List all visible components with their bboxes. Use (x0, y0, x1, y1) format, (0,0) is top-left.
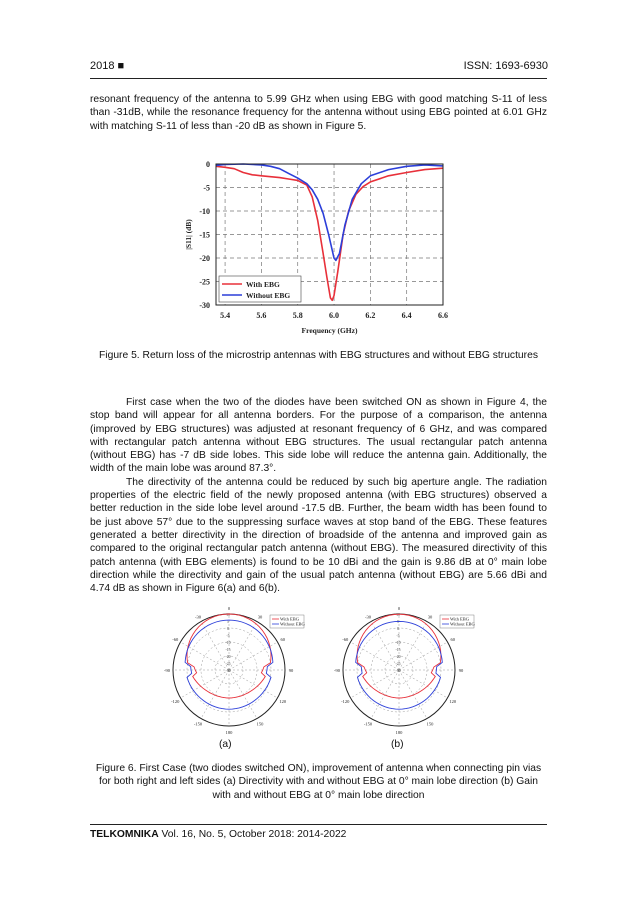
header-divider (90, 78, 547, 79)
polar-radial-label: 0 (397, 627, 399, 631)
polar-radial-label: 10 (396, 613, 400, 617)
polar-radial-label: -5 (396, 634, 400, 638)
x-tick-label: 5.6 (256, 311, 267, 320)
footer (90, 829, 346, 840)
polar-angle-label: 120 (279, 699, 287, 704)
polar-spoke (351, 642, 399, 670)
polar-radial-label: -20 (225, 655, 231, 659)
polar-spoke (181, 670, 229, 698)
polar-spoke (201, 670, 229, 718)
polar-radial-label: -30 (225, 669, 231, 673)
x-tick-label: 6.6 (438, 311, 448, 320)
polar-angle-label: -60 (172, 637, 179, 642)
polar-radial-label: -10 (395, 641, 401, 645)
polar-angle-label: 90 (458, 668, 464, 673)
x-tick-label: 5.4 (220, 311, 231, 320)
polar-angle-label: 0 (397, 606, 401, 611)
polar-angle-label: -150 (193, 721, 203, 727)
polar-angle-label: 30 (427, 614, 433, 620)
legend-label: Without EBG (246, 291, 291, 300)
polar-radial-label: -20 (395, 655, 401, 659)
polar-angle-label: 60 (450, 637, 455, 642)
polar-radial-label: -15 (225, 648, 231, 652)
polar-angle-label: 120 (449, 699, 457, 704)
polar-angle-label: 150 (256, 721, 264, 727)
figure6a-label: (a) (219, 739, 232, 750)
y-tick-label: -10 (199, 207, 210, 216)
polar-spoke (399, 670, 447, 698)
paragraph-intro (90, 93, 547, 133)
polar-radial-label: -25 (395, 662, 401, 666)
polar-radial-label: 5 (227, 620, 229, 624)
polar-angle-label: -150 (363, 721, 373, 727)
polar-radial-label: -25 (225, 662, 231, 666)
x-tick-label: 6.4 (401, 311, 412, 320)
polar-angle-label: -120 (171, 699, 180, 704)
y-axis-label: |S11| (dB) (184, 219, 193, 250)
figure6-caption: Figure 6. First Case (two diodes switched ON), improvement of antenna when connecting pin vias for both right and left sides (a) Directivity with and without EBG at 0° main lobe direction (b) Gain with and without EBG at 0° main lobe direction (95, 763, 542, 801)
polar-angle-label: 30 (257, 614, 263, 620)
paragraph-directivity: The directivity of the antenna could be reduced by such big aperture angle. The radiation properties of the electric field of the newly proposed antenna (with EBG structures) observed a better reduction in the side lobe level around -17.5 dB. Further, the beam width has been found to be just above 57° due to the suppressing surface waves at stop band of the EBG. These features generated a better directivity in the direction of broadside of the antenna and improved gain as compared to the original rectangular patch antenna (without EBG). The measured directivity of this patch antenna (with EBG elements) is found to be 10 dBi and the gain is 9.86 dB at 0° main lobe direction while the directivity and gain of the usual patch antenna (without EBG) are 5.66 dBi and 4.74 dB as shown in Figure 6(a) and 6(b). (90, 476, 547, 595)
polar-angle-label: 60 (280, 637, 285, 642)
polar-angle-label: 180 (395, 730, 403, 735)
header-year: 2018 ■ (90, 60, 125, 72)
x-tick-label: 6.2 (365, 311, 376, 320)
y-tick-label: -30 (199, 301, 210, 310)
polar-legend-label: With EBG (450, 616, 469, 622)
polar-spoke (351, 670, 399, 698)
figure6a-polar-chart (155, 600, 305, 740)
y-tick-label: -20 (199, 254, 210, 263)
x-axis-label: Frequency (GHz) (301, 326, 358, 335)
polar-spoke (399, 670, 427, 718)
polar-angle-label: 90 (288, 668, 294, 673)
polar-radial-label: -5 (226, 634, 230, 638)
polar-angle-label: -120 (341, 699, 350, 704)
figure6b-polar-chart (325, 600, 475, 740)
figure5-caption: Figure 5. Return loss of the microstrip antennas with EBG structures and without EBG structures (99, 350, 538, 361)
polar-legend-label: Without EBG (450, 621, 475, 627)
paragraph-text: resonant frequency of the antenna to 5.99 GHz when using EBG with good matching S-11 of less than -31dB, while the resonance frequency for the antenna without using EBG pointed at 6.01 GHz with matching S-11 of less than -20 dB as shown in Figure 5. (90, 94, 547, 132)
polar-angle-label: 150 (426, 721, 434, 727)
polar-spoke (229, 670, 277, 698)
polar-radial-label: -10 (225, 641, 231, 645)
legend-label: With EBG (246, 280, 280, 289)
series-line-without-ebg (216, 164, 443, 260)
y-tick-label: -25 (199, 277, 210, 287)
y-tick-label: -15 (199, 230, 210, 240)
polar-angle-label: -30 (195, 614, 201, 620)
figure6b-label: (b) (391, 739, 404, 750)
x-tick-label: 6.0 (329, 311, 340, 320)
header-issn: ISSN: 1693-6930 (463, 60, 548, 72)
polar-spoke (229, 670, 257, 718)
paragraph-first-case: First case when the two of the diodes have been switched ON as shown in Figure 4, the stop band will appear for all antenna borders. For the purpose of a comparison, the antenna (improved by EBG structures) was adjusted at resonant frequency of 6 GHz, and was compared with rectangular patch antenna without EBG structures. The usual rectangular patch antenna (without EBG) has -7 dB side lobes. This side lobe will reduce the antenna gain. Additionally, the width of the main lobe was around 87.3°. (90, 397, 547, 475)
y-tick-label: -5 (203, 183, 210, 193)
footer-divider (90, 824, 547, 825)
polar-spoke (371, 670, 399, 718)
paragraph-body (90, 396, 547, 595)
x-tick-label: 5.8 (292, 311, 303, 320)
y-tick-label: 0 (206, 160, 210, 169)
polar-radial-label: -30 (395, 669, 401, 673)
polar-angle-label: 0 (227, 606, 231, 611)
polar-angle-label: -90 (164, 668, 170, 673)
figure5-chart (170, 152, 460, 342)
polar-spoke (399, 642, 447, 670)
polar-radial-label: 0 (227, 627, 229, 631)
polar-angle-label: 180 (225, 730, 233, 735)
footer-journal: TELKOMNIKA (90, 829, 159, 840)
polar-angle-label: -90 (334, 668, 340, 673)
polar-radial-label: 10 (226, 613, 230, 617)
footer-details: Vol. 16, No. 5, October 2018: 2014-2022 (158, 829, 347, 840)
polar-angle-label: -60 (342, 637, 349, 642)
polar-spoke (229, 622, 257, 670)
polar-radial-label: 5 (397, 620, 399, 624)
polar-angle-label: -30 (365, 614, 371, 620)
polar-legend-label: With EBG (280, 616, 299, 622)
polar-legend-label: Without EBG (280, 621, 305, 627)
polar-radial-label: -15 (395, 648, 401, 652)
